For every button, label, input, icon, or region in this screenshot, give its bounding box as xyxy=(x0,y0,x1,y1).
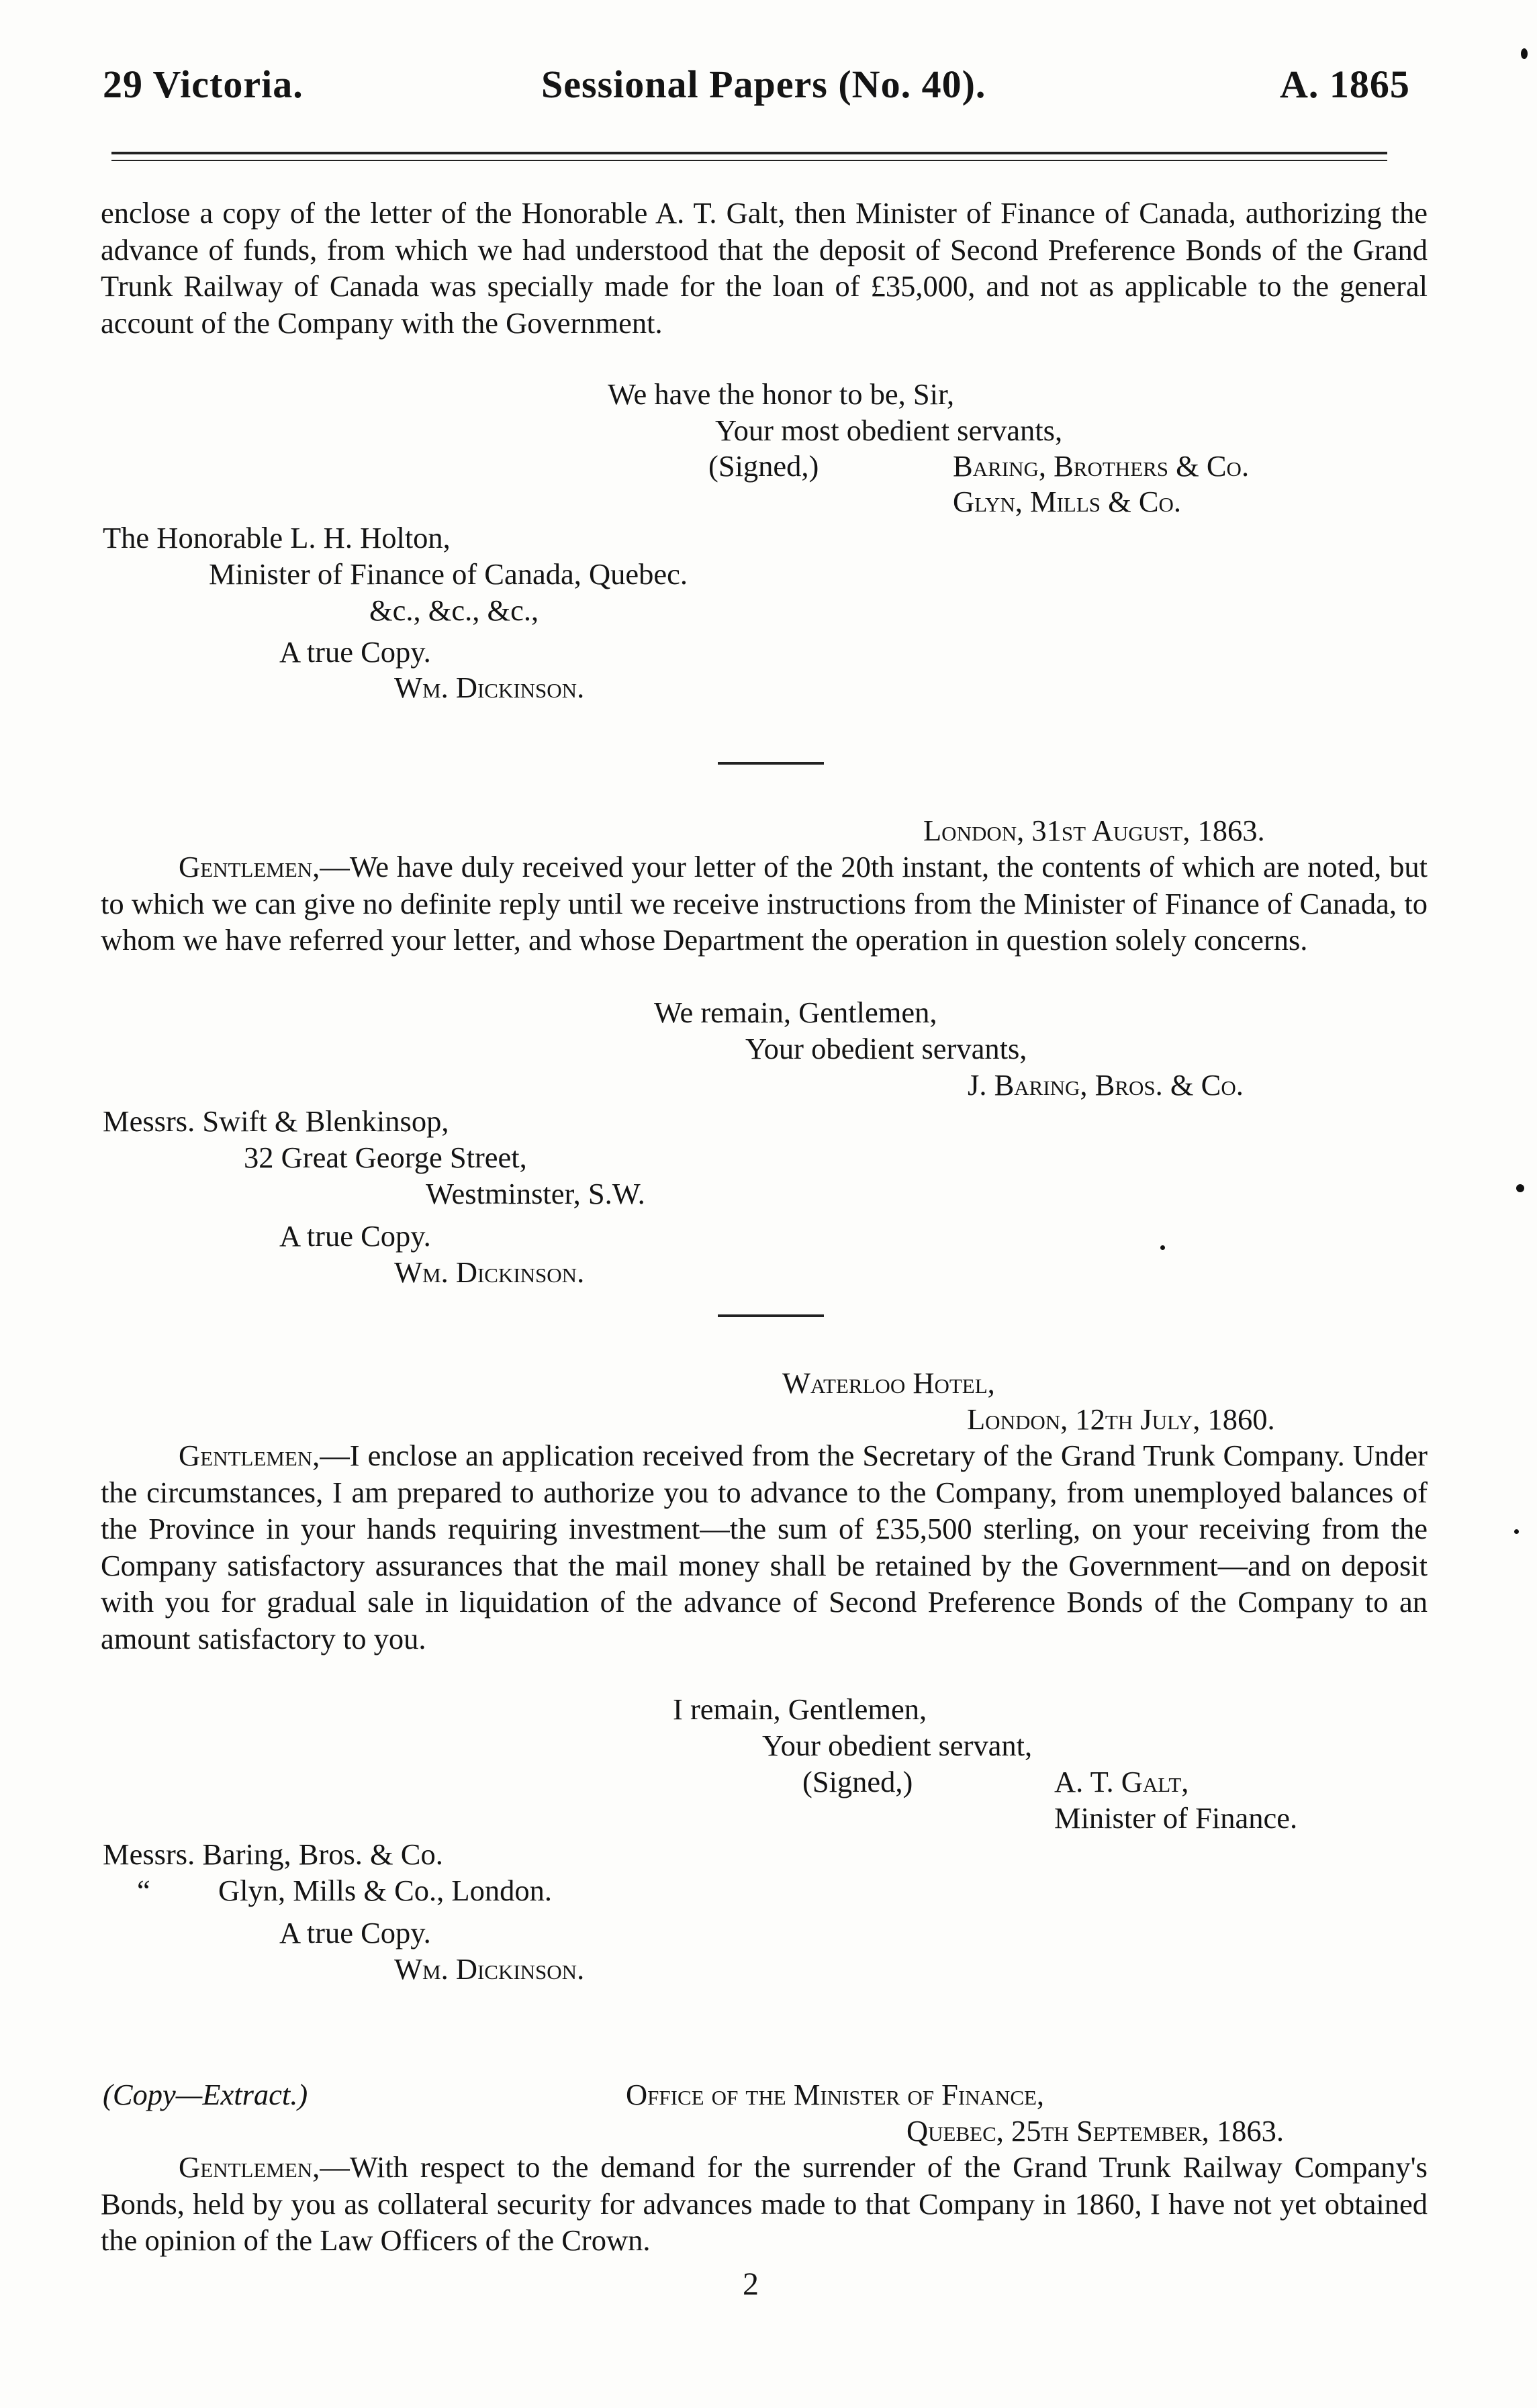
letter1-signer2: Glyn, Mills & Co. xyxy=(953,485,1182,518)
letter2-signer: J. Baring, Bros. & Co. xyxy=(968,1068,1244,1102)
letter3-closing2: Your obedient servant, xyxy=(762,1729,1033,1762)
letter3-certifier: Wm. Dickinson. xyxy=(394,1952,585,1986)
letter1-addressee2: Minister of Finance of Canada, Quebec. xyxy=(209,557,688,591)
letter2-closing2: Your obedient servants, xyxy=(745,1032,1027,1065)
scan-speck xyxy=(1521,48,1528,59)
letter1-certifier: Wm. Dickinson. xyxy=(394,671,585,704)
letter2-text: —We have duly received your letter of the 20th instant, the contents of which are noted, but to which we can give no definite reply until we receive instructions from the Minister of Finance of Canada, to whom we have referred your letter, and whose Department the operation in question solely concerns. xyxy=(101,850,1428,957)
letter3-ditto-mark: “ xyxy=(137,1874,150,1907)
letter1-signed-label: (Signed,) xyxy=(708,449,819,483)
letter4-salutation: Gentlemen, xyxy=(179,2150,320,2184)
letter1-signer1: Baring, Brothers & Co. xyxy=(953,449,1250,483)
letter3-signed-label: (Signed,) xyxy=(802,1765,913,1798)
header-session: 29 Victoria. xyxy=(103,62,304,106)
letter3-closing1: I remain, Gentlemen, xyxy=(673,1692,927,1726)
letter2-certifier: Wm. Dickinson. xyxy=(394,1255,585,1289)
letter2-addressee2: 32 Great George Street, xyxy=(244,1141,527,1174)
letter4-dateline: Quebec, 25th September, 1863. xyxy=(906,2114,1284,2148)
letter3-salutation: Gentlemen, xyxy=(179,1439,320,1472)
scan-speck xyxy=(1516,1184,1524,1192)
letter1-closing2: Your most obedient servants, xyxy=(715,414,1063,447)
letter3-addressee2: Glyn, Mills & Co., London. xyxy=(218,1874,552,1907)
header-rule-thin xyxy=(111,160,1387,161)
scan-speck xyxy=(1160,1245,1165,1250)
header-year: A. 1865 xyxy=(1280,62,1410,106)
letter1-addressee1: The Honorable L. H. Holton, xyxy=(103,521,451,555)
letter2-body xyxy=(101,849,1428,959)
scan-speck xyxy=(1514,1529,1519,1534)
letter3-addressee1: Messrs. Baring, Bros. & Co. xyxy=(103,1837,443,1871)
letter4-body xyxy=(101,2149,1428,2259)
letter3-signer: A. T. Galt, xyxy=(1054,1765,1189,1798)
letter3-dateline: London, 12th July, 1860. xyxy=(967,1402,1275,1436)
letter2-dateline: London, 31st August, 1863. xyxy=(923,814,1265,847)
letter2-addressee3: Westminster, S.W. xyxy=(426,1177,645,1210)
section-divider xyxy=(718,762,824,765)
letter3-place: Waterloo Hotel, xyxy=(782,1366,995,1400)
letter2-addressee1: Messrs. Swift & Blenkinsop, xyxy=(103,1104,449,1138)
letter3-true-copy: A true Copy. xyxy=(279,1916,431,1949)
letter4-label: (Copy—Extract.) xyxy=(103,2078,308,2111)
header-rule-thick xyxy=(111,152,1387,154)
letter1-true-copy: A true Copy. xyxy=(279,635,431,669)
letter1-body: enclose a copy of the letter of the Honorable A. T. Galt, then Minister of Finance of Canada, authorizing the advance of funds, from which we had understood that the deposit of Second Preference Bonds of the Grand Trunk Railway of Canada was specially made for the loan of £35,000, and not as applicable to the general account of the Company with the Government. xyxy=(101,196,1428,340)
letter4-text: —With respect to the demand for the surrender of the Grand Trunk Railway Company's Bonds, held by you as collateral security for advances made to that Company in 1860, I have not yet obtained the opinion of the Law Officers of the Crown. xyxy=(101,2150,1428,2257)
header-title: Sessional Papers (No. 40). xyxy=(541,62,986,106)
letter1-closing1: We have the honor to be, Sir, xyxy=(608,377,955,411)
letter3-body xyxy=(101,1437,1428,1657)
page-number: 2 xyxy=(743,2266,759,2302)
letter3-text: —I enclose an application received from the Secretary of the Grand Trunk Company. Under the circumstances, I am prepared to authorize you to advance to the Company, from unemployed balances of the Province in your hands requiring investment—the sum of £35,500 sterling, on your receiving from the Company satisfactory assurances that the mail money shall be retained by the Government—and on deposit with you for gradual sale in liquidation of the advance of Second Preference Bonds of the Company to an amount satisfactory to you. xyxy=(101,1439,1428,1655)
section-divider xyxy=(718,1314,824,1317)
letter2-salutation: Gentlemen, xyxy=(179,850,320,883)
letter2-true-copy: A true Copy. xyxy=(279,1219,431,1253)
letter3-signer-title: Minister of Finance. xyxy=(1054,1801,1298,1835)
letter4-office: Office of the Minister of Finance, xyxy=(626,2078,1045,2111)
letter1-addressee3: &c., &c., &c., xyxy=(369,593,539,627)
letter2-closing1: We remain, Gentlemen, xyxy=(654,996,937,1029)
